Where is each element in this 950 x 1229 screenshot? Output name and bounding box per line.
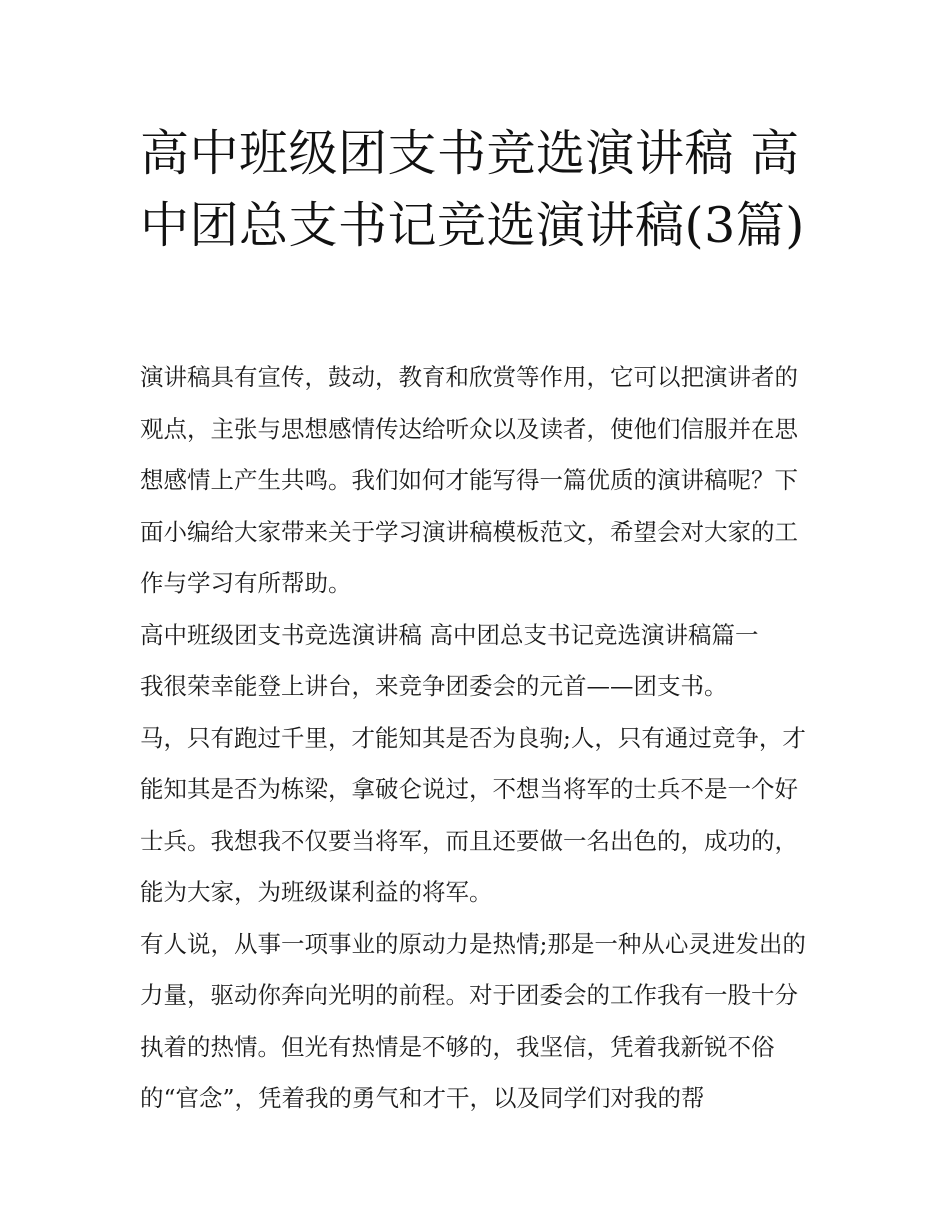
paragraph-section-heading: 高中班级团支书竞选演讲稿 高中团总支书记竞选演讲稿篇一 <box>140 620 759 649</box>
paragraph-opening: 我很荣幸能登上讲台，来竞争团委会的元首——团支书。 <box>140 672 728 700</box>
paragraph-enthusiasm: 有人说，从事一项事业的原动力是热情;那是一种从心灵进发出的力量，驱动你奔向光明的前程。对于团委会的工作我有一股十分执着的热情。但光有热情是不够的，我坚信，凭着我新锐不俗的“官念”，凭着我的勇气和才干，以及同学们对我的帮 <box>140 929 806 1112</box>
paragraph-horse-analogy: 马，只有跑过千里，才能知其是否为良驹;人，只有通过竞争，才能知其是否为栋梁，拿破仑说过，不想当将军的士兵不是一个好士兵。我想我不仅要当将军，而且还要做一名出色的，成功的，能为大家，为班级谋利益的将军。 <box>140 723 806 906</box>
document-body <box>140 352 820 1125</box>
paragraph-intro: 演讲稿具有宣传，鼓动，教育和欣赏等作用，它可以把演讲者的观点，主张与思想感情传达给听众以及读者，使他们信服并在思想感情上产生共鸣。我们如何才能写得一篇优质的演讲稿呢？下面小编给大家带来关于学习演讲稿模板范文，希望会对大家的工作与学习有所帮助。 <box>140 363 798 597</box>
document-title: 高中班级团支书竞选演讲稿 高中团总支书记竞选演讲稿(3篇) <box>140 125 805 254</box>
